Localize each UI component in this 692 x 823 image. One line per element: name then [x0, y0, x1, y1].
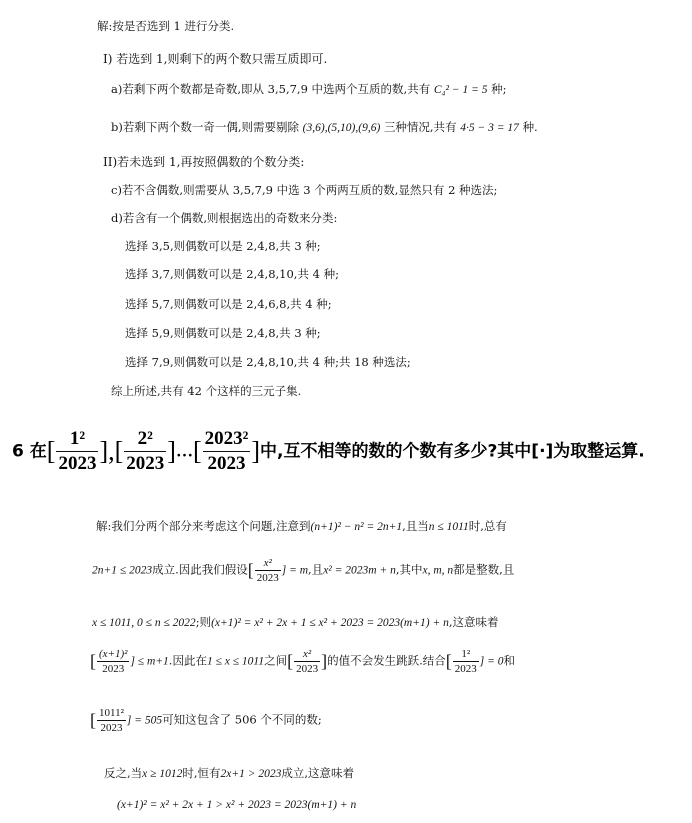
solution-intro: 解:按是否选到 1 进行分类. — [97, 19, 235, 33]
ellipsis: … — [175, 441, 193, 461]
case-b-text: b)若剩下两个数一奇一偶,则需要剔除 — [111, 120, 300, 134]
formula: x, m, n — [422, 564, 454, 577]
case-a-text: a)若剩下两个数都是奇数,即从 3,5,7,9 中选两个互质的数,共有 — [111, 82, 431, 96]
problem-pre: 在 — [29, 441, 47, 462]
text: .因此在 — [168, 653, 207, 668]
summary-line: 综上所述,共有 42 个这样的三元子集. — [111, 384, 302, 398]
formula: x² = 2023m + n — [323, 564, 396, 577]
text: 可知这包含了 506 个不同的数; — [162, 712, 322, 727]
choice-item: 选择 5,7,则偶数可以是 2,4,6,8,共 4 种; — [125, 297, 332, 311]
case-c-line: c)若不含偶数,则需要从 3,5,7,9 中选 3 个两两互质的数,显然只有 2 种选法; — [111, 183, 498, 197]
text: ,其中 — [395, 562, 423, 577]
sol2-line-1 — [96, 521, 507, 534]
problem-6-statement: 6 在[ $\frac{\text{1²}}{2023}$ ],[ $\frac{\text{2²}}{2023}$ ]…[ $\frac{\text{2023²}}{2023}$ ]中,互不相等的数的个数有多少?其中[·]为取整运算. — [12, 428, 645, 474]
choice-item: 选择 3,5,则偶数可以是 2,4,8,共 3 种; — [125, 239, 321, 253]
text: 成立.因此我们假设 — [152, 562, 248, 577]
formula: (n+1)² − n² = 2n+1 — [310, 521, 403, 533]
formula: 1 ≤ x ≤ 1011 — [206, 655, 265, 668]
text: ,且 — [308, 562, 324, 577]
fraction-3: $\frac{\text{2023²}}{2023}$ — [204, 428, 249, 474]
case-b-line — [111, 122, 538, 135]
text: ;则 — [195, 615, 212, 629]
case-d-line: d)若含有一个偶数,则根据选出的奇数来分类: — [111, 211, 338, 225]
text: 之间 — [264, 653, 288, 668]
formula: 2x+1 > 2023 — [220, 768, 282, 780]
case-b-mid: 三种情况,共有 — [383, 120, 457, 134]
formula: ] = 0 — [479, 655, 504, 668]
fraction: $\frac{\text{1011²}}{2023}$ — [99, 707, 124, 734]
text: 成立,这意味着 — [281, 766, 355, 780]
formula: ] = m — [281, 564, 309, 577]
case-b-tail: 种. — [522, 120, 538, 134]
case-b-formula: 4·5 − 3 = 17 — [460, 122, 519, 134]
formula: 2n+1 ≤ 2023 — [92, 564, 153, 577]
sol2-line-6 — [104, 768, 354, 781]
sol2-line-7: (x+1)² = x² + 2x + 1 > x² + 2023 = 2023(m+1) + n — [117, 799, 357, 811]
case-b-pairs: (3,6),(5,10),(9,6) — [302, 122, 381, 134]
choice-item: 选择 5,9,则偶数可以是 2,4,8,共 3 种; — [125, 326, 321, 340]
formula: ] = 505 — [126, 714, 163, 727]
text: 解:我们分两个部分来考虑这个问题,注意到 — [96, 519, 311, 533]
case-a-line — [111, 84, 507, 97]
formula: x ≥ 1012 — [142, 768, 183, 780]
formula: n ≤ 1011 — [428, 521, 469, 533]
text: 反之,当 — [104, 766, 143, 780]
formula: ] ≤ m+1 — [130, 655, 169, 668]
case-a-formula: C₄² − 1 = 5 — [433, 84, 488, 96]
fraction: $\frac{\text{x²}}{2023}$ — [296, 648, 319, 675]
case-1-heading: I) 若选到 1,则剩下的两个数只需互质即可. — [103, 52, 328, 66]
choice-item: 选择 7,9,则偶数可以是 2,4,8,10,共 4 种;共 18 种选法; — [125, 355, 411, 369]
text: 都是整数,且 — [453, 562, 515, 577]
text: ,且当 — [402, 519, 429, 533]
text: 时,恒有 — [182, 766, 221, 780]
choice-item: 选择 3,7,则偶数可以是 2,4,8,10,共 4 种; — [125, 267, 339, 281]
sol2-line-4: [ $\frac{\text{(x+1)²}}{2023}$ ] ≤ m+1.因此在1 ≤ x ≤ 1011之间[ $\frac{\text{x²}}{2023}$ ]的值不会发生跳跃.结合[ $\frac{\text{1²}}{2023}$ ] = 0和 — [90, 648, 515, 675]
fraction-2: $\frac{\text{2²}}{2023}$ — [126, 428, 165, 474]
fraction: $\frac{\text{x²}}{2023}$ — [256, 557, 279, 584]
problem-post: 中,互不相等的数的个数有多少?其中[·]为取整运算. — [259, 441, 645, 462]
fraction: $\frac{\text{(x+1)²}}{2023}$ — [99, 648, 128, 675]
sol2-line-5: [ $\frac{\text{1011²}}{2023}$ ] = 505可知这包含了 506 个不同的数; — [90, 707, 322, 734]
problem-number: 6 — [12, 441, 24, 462]
text: 的值不会发生跳跃.结合 — [327, 653, 446, 668]
text: ,这意味着 — [448, 615, 499, 629]
formula: (x+1)² = x² + 2x + 1 ≤ x² + 2023 = 2023(m+1) + n — [211, 617, 449, 629]
sol2-line-3 — [92, 617, 499, 630]
text: 和 — [503, 653, 515, 668]
sol2-line-2: 2n+1 ≤ 2023成立.因此我们假设[ $\frac{\text{x²}}{2023}$ ] = m,且x² = 2023m + n,其中x, m, n都是整数,且 — [92, 557, 515, 584]
formula: x ≤ 1011, 0 ≤ n ≤ 2022 — [92, 617, 196, 629]
case-2-heading: II)若未选到 1,再按照偶数的个数分类: — [103, 155, 305, 169]
fraction-1: $\frac{\text{1²}}{2023}$ — [58, 428, 97, 474]
case-a-tail: 种; — [491, 82, 507, 96]
fraction: $\frac{\text{1²}}{2023}$ — [454, 648, 477, 675]
text: 时,总有 — [468, 519, 507, 533]
